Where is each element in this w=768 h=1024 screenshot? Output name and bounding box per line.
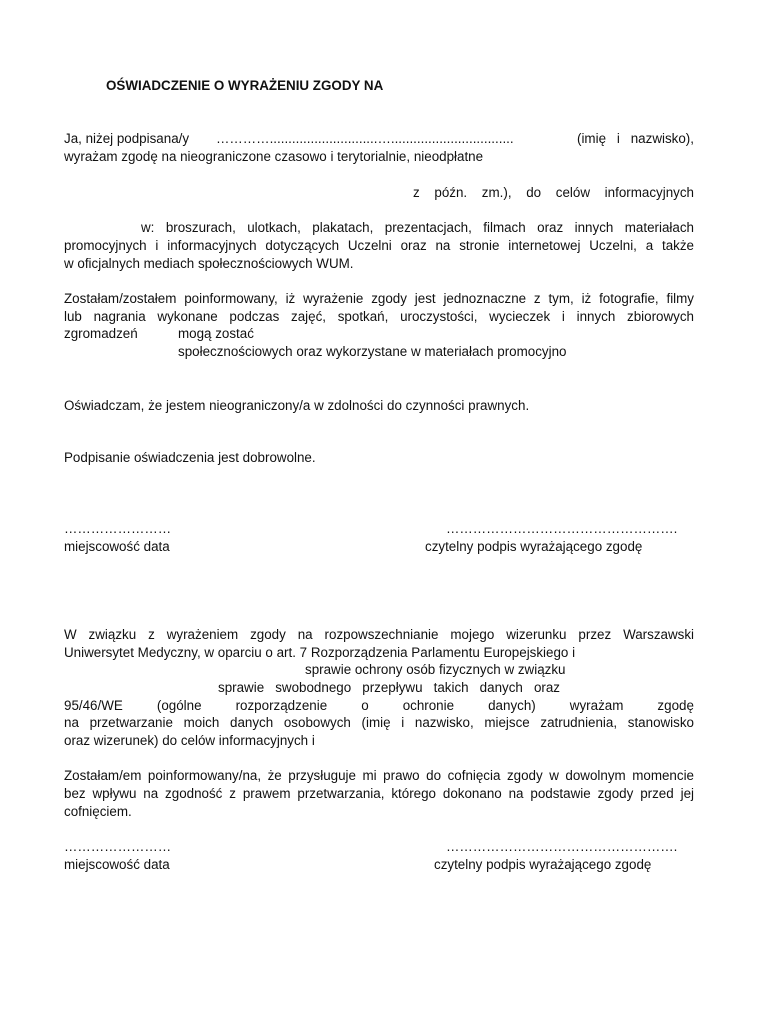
p5-line-5-word: zgodę [657, 698, 694, 713]
sig1-place-date-dots: …………………… [64, 521, 172, 536]
sig2-place-date-label: miejscowość data [64, 857, 170, 872]
p1-line-2: wyrażam zgodę na nieograniczone czasowo i terytorialnie, nieodpłatne [64, 149, 484, 164]
p1-name-dots: ………….............................…................................. [216, 131, 514, 146]
p1-name-hint: (imię i nazwisko), [577, 131, 694, 146]
p1-line-5: promocyjnych i informacyjnych dotyczących Uczelni oraz na stronie internetowej Uczelni, a także [64, 238, 694, 253]
p3-statement: Oświadczam, że jestem nieograniczony/a w zdolności do czynności prawnych. [64, 398, 530, 413]
p1-line-3: z późn. zm.), do celów informacyjnych [413, 185, 694, 200]
p5-line-5-word: 95/46/WE [64, 698, 123, 713]
p2-line-3a: zgromadzeń [64, 326, 138, 341]
p5-line-5-word: danych) [488, 698, 536, 713]
sig1-signature-label: czytelny podpis wyrażającego zgodę [425, 539, 643, 554]
p5-line-5-word: rozporządzenie [235, 698, 328, 713]
p5-line-7: oraz wizerunek) do celów informacyjnych i [64, 733, 315, 748]
sig1-signature-dots: ……………………………………………. [446, 521, 678, 536]
sig2-place-date-dots: …………………… [64, 839, 172, 854]
sig1-place-date-label: miejscowość data [64, 539, 170, 554]
p5-line-5-word: (ogólne [156, 698, 202, 713]
p5-line-2: Uniwersytet Medyczny, w oparciu o art. 7 Rozporządzenia Parlamentu Europejskiego i [64, 645, 576, 660]
p1-name-label: Ja, niżej podpisana/y [64, 131, 190, 146]
p5-line-5-word: wyrażam [569, 698, 624, 713]
sig2-signature-label: czytelny podpis wyrażającego zgodę [434, 857, 652, 872]
p2-line-1: Zostałam/zostałem poinformowany, iż wyrażenie zgody jest jednoznaczne z tym, iż fotografie, filmy [64, 291, 694, 306]
sig2-signature-dots: ……………………………………………. [446, 839, 678, 854]
p6-line-3: cofnięciem. [64, 804, 132, 819]
document-title: OŚWIADCZENIE O WYRAŻENIU ZGODY NA [106, 78, 384, 93]
p5-line-5 [64, 697, 694, 715]
p5-line-5-word: o [361, 698, 369, 713]
p2-line-4: społecznościowych oraz wykorzystane w materiałach promocyjno [178, 344, 567, 359]
p6-line-1: Zostałam/em poinformowany/na, że przysługuje mi prawo do cofnięcia zgody w dowolnym momencie [64, 768, 694, 783]
p5-line-4: sprawie swobodnego przepływu takich danych oraz [218, 680, 560, 695]
p5-line-5-word: ochronie [402, 698, 455, 713]
p5-line-3: sprawie ochrony osób fizycznych w związku [305, 662, 566, 677]
p2-line-2: lub nagrania wykonane podczas zajęć, spotkań, uroczystości, wycieczek i innych zbiorowych [64, 309, 694, 324]
p6-line-2: bez wpływu na zgodność z prawem przetwarzania, którego dokonano na podstawie zgody przed jej [64, 786, 694, 801]
p1-line-4: w: broszurach, ulotkach, plakatach, prezentacjach, filmach oraz innych materiałach [141, 220, 694, 235]
p5-line-6: na przetwarzanie moich danych osobowych (imię i nazwisko, miejsce zatrudnienia, stanowisko [64, 715, 694, 730]
p1-line-6: w oficjalnych mediach społecznościowych WUM. [64, 256, 354, 271]
p5-line-1: W związku z wyrażeniem zgody na rozpowszechnianie mojego wizerunku przez Warszawski [64, 627, 694, 642]
p4-statement: Podpisanie oświadczenia jest dobrowolne. [64, 450, 316, 465]
p2-line-3b: mogą zostać [178, 326, 254, 341]
